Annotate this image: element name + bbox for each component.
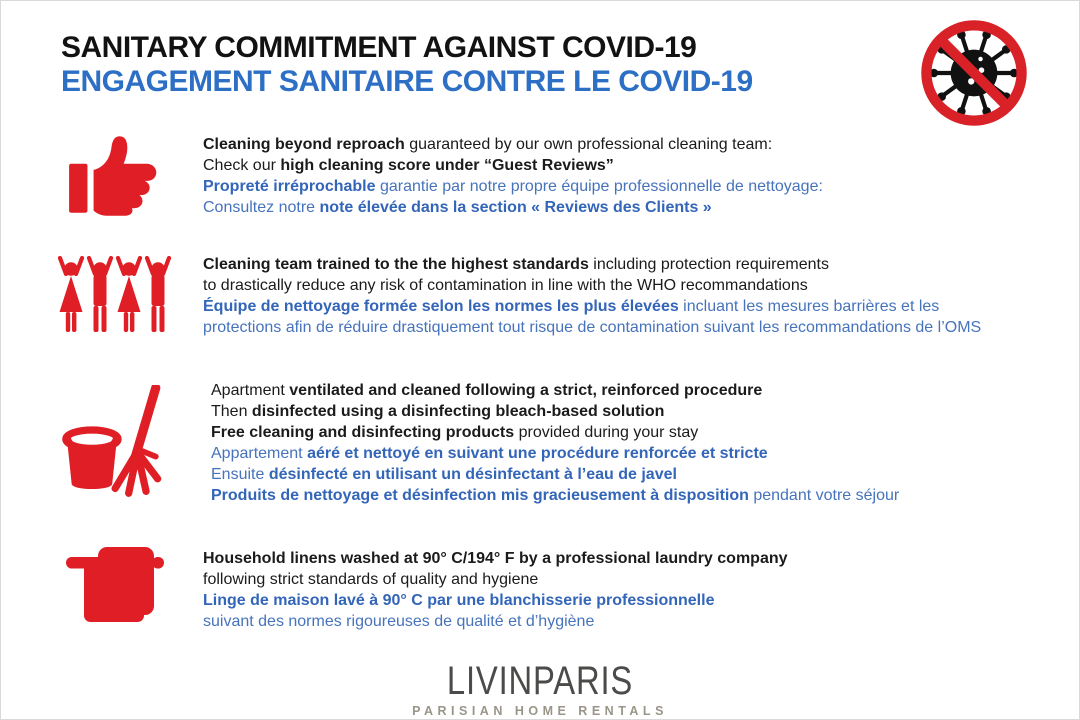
text-line-fr: [211, 485, 899, 506]
body-text: Apartment: [211, 382, 290, 399]
section-laundry: [56, 542, 788, 637]
towel-icon: [56, 542, 174, 637]
emphasis-text: Cleaning beyond reproach: [203, 136, 405, 153]
emphasis-text: Propreté irréprochable: [203, 178, 376, 195]
text-line-fr: [203, 611, 788, 632]
text-line-fr: [203, 317, 981, 338]
section-text: [203, 134, 823, 218]
body-text: Ensuite: [211, 466, 269, 483]
emphasis-text: high cleaning score under “Guest Reviews”: [280, 157, 614, 174]
section-cleaning-quality: [56, 129, 823, 223]
text-line-en: [211, 380, 899, 401]
body-text: Check our: [203, 157, 281, 174]
text-line-en: [203, 155, 823, 176]
emphasis-text: Household linens washed at 90° C/194° F by a professional laundry company: [203, 549, 788, 567]
brand-logo: LIVINPARIS: [446, 659, 634, 703]
text-line-en: [203, 569, 788, 590]
page-title-french: ENGAGEMENT SANITAIRE CONTRE LE COVID-19: [61, 65, 753, 98]
page-title-english: SANITARY COMMITMENT AGAINST COVID-19: [61, 31, 697, 64]
emphasis-text: aéré et nettoyé en suivant une procédure renforcée et stricte: [307, 445, 768, 462]
text-line-en: [203, 275, 981, 296]
text-line-fr: [203, 176, 823, 197]
brand-tagline: PARISIAN HOME RENTALS: [412, 704, 668, 718]
body-text: provided during your stay: [514, 424, 699, 441]
emphasis-text: Produits de nettoyage et désinfection mis gracieusement à disposition: [211, 487, 749, 504]
body-text: Appartement: [211, 445, 308, 462]
text-line-fr: [211, 464, 899, 485]
body-text: suivant des normes rigoureuses de qualité et d’hygiène: [203, 612, 595, 630]
body-text: garantie par notre propre équipe professionnelle de nettoyage:: [375, 178, 823, 195]
section-text: [203, 254, 981, 338]
text-line-fr: [203, 197, 823, 218]
bucket-broom-icon: [56, 385, 182, 501]
emphasis-text: disinfected using a disinfecting bleach-based solution: [251, 403, 665, 420]
text-line-en: [211, 401, 899, 422]
body-text: pendant votre séjour: [748, 487, 900, 504]
emphasis-text: Équipe de nettoyage formée selon les normes les plus élevées: [203, 298, 679, 315]
text-line-en: [203, 134, 823, 155]
text-line-fr: [203, 296, 981, 317]
header: [61, 31, 753, 99]
emphasis-text: note élevée dans la section « Reviews des Clients »: [319, 199, 712, 216]
emphasis-text: Linge de maison lavé à 90° C par une blanchisserie professionnelle: [203, 591, 715, 609]
body-text: Then: [211, 403, 252, 420]
section-cleaning-procedure: [56, 380, 899, 506]
emphasis-text: désinfecté en utilisant un désinfectant à l’eau de javel: [268, 466, 677, 483]
emphasis-text: ventilated and cleaned following a strict, reinforced procedure: [289, 382, 763, 399]
emphasis-text: Cleaning team trained to the the highest standards: [203, 256, 589, 273]
body-text: Consultez notre: [203, 199, 320, 216]
section-text: [211, 380, 899, 506]
text-line-fr: [203, 590, 788, 611]
body-text: to drastically reduce any risk of contamination in line with the WHO recommandations: [203, 277, 808, 294]
thumbs-up-icon: [56, 129, 174, 223]
text-line-en: [203, 548, 788, 569]
section-text: [203, 548, 788, 632]
text-line-en: [203, 254, 981, 275]
body-text: guaranteed by our own professional cleaning team:: [404, 136, 773, 153]
text-line-fr: [211, 443, 899, 464]
body-text: including protection requirements: [588, 256, 829, 273]
no-covid-icon: [917, 17, 1031, 129]
body-text: incluant les mesures barrières et les: [678, 298, 940, 315]
cleaning-team-icon: [56, 256, 174, 336]
section-cleaning-team: [56, 254, 981, 338]
body-text: protections afin de réduire drastiquement tout risque de contamination suivant les recommandations de l’OMS: [203, 319, 982, 336]
emphasis-text: Free cleaning and disinfecting products: [211, 424, 515, 441]
footer: [1, 661, 1079, 718]
body-text: following strict standards of quality and hygiene: [203, 570, 539, 588]
text-line-en: [211, 422, 899, 443]
